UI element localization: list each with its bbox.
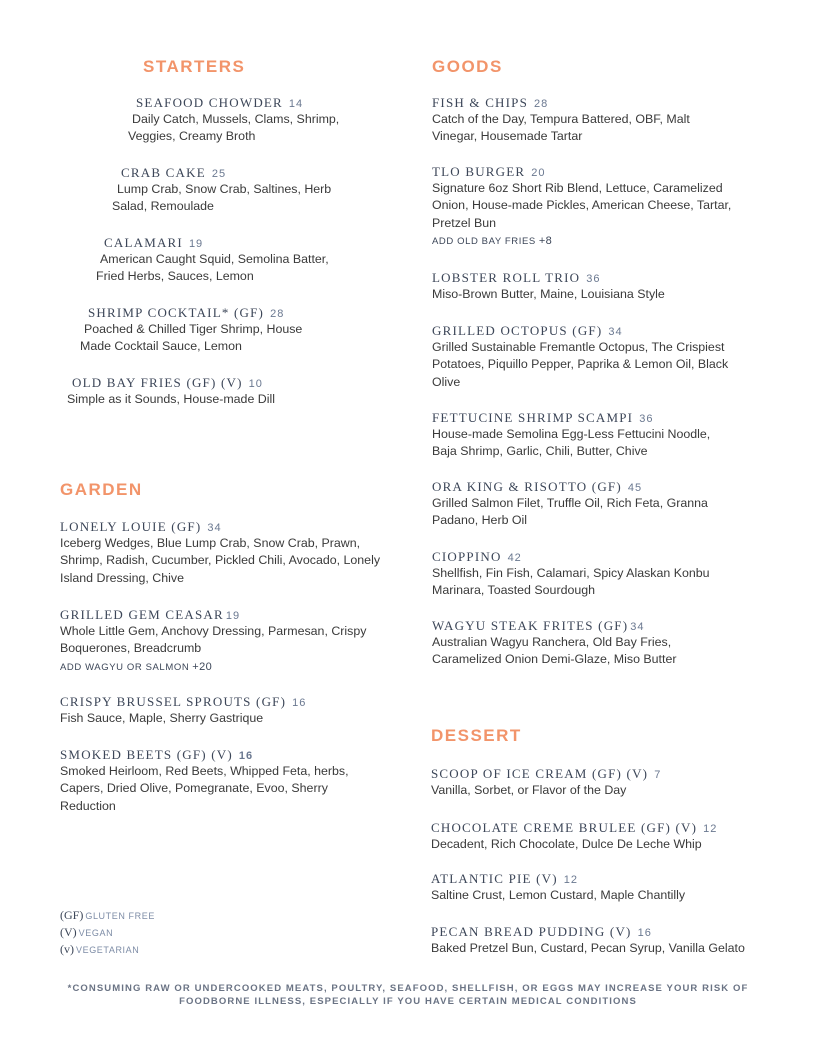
desc-line: Capers, Dried Olive, Pomegranate, Evoo, Sherry [60,781,328,796]
desc-line: Caramelized Onion Demi-Glaze, Miso Butter [432,652,677,667]
menu-item-crispy-brussel-sprouts [60,693,306,727]
item-description [60,763,349,815]
item-name: CRAB CAKE [121,165,206,180]
item-price: 42 [507,552,522,564]
item-price: 20 [531,167,546,179]
desc-line: Salad, Remoulade [112,199,214,214]
desc-line: Simple as it Sounds, House-made Dill [67,392,275,406]
menu-item-lonely-louie [60,518,380,587]
item-name: SEAFOOD CHOWDER [136,95,283,110]
desc-line: Baja Shrimp, Garlic, Chili, Butter, Chive [432,444,648,459]
legend-abbr: (v) [60,942,74,956]
item-description [431,887,685,904]
desc-line: Whole Little Gem, Anchovy Dressing, Parmesan, Crispy [60,624,367,638]
desc-line: Boquerones, Breadcrumb [60,641,202,656]
menu-item-calamari [96,234,329,286]
menu-item-ora-king-risotto [432,478,708,530]
item-name: SCOOP OF ICE CREAM (GF) (V) [431,766,649,781]
item-price: 25 [211,168,227,180]
goods-heading: GOODS [432,57,503,76]
item-price: 19 [188,238,204,250]
desc-line: Iceberg Wedges, Blue Lump Crab, Snow Crab, Prawn, [60,536,361,550]
item-description [432,286,665,303]
item-price: 34 [207,522,222,534]
item-description [432,180,731,232]
item-name: FETTUCINE SHRIMP SCAMPI [432,410,634,425]
desc-line: Saltine Crust, Lemon Custard, Maple Chantilly [431,888,686,902]
item-name: CIOPPINO [432,549,502,564]
item-price: 14 [288,98,304,110]
item-price: 45 [627,482,643,494]
dessert-heading: DESSERT [431,726,522,745]
addon-label: ADD WAGYU OR SALMON [60,661,190,673]
addon [60,659,366,676]
item-price: 10 [248,378,263,390]
desc-line: Vinegar, Housemade Tartar [432,129,583,144]
legend-row-gluten-free [60,906,155,923]
desc-line: Poached & Chilled Tiger Shrimp, House [84,322,303,336]
item-name: LOBSTER ROLL TRIO [432,270,581,285]
desc-line: Australian Wagyu Ranchera, Old Bay Fries, [432,635,672,649]
desc-line: Signature 6oz Short Rib Blend, Lettuce, Caramelized [432,181,723,195]
item-price: 7 [654,769,662,781]
item-description [431,782,661,799]
desc-line: Grilled Sustainable Fremantle Octopus, The Crispiest [432,340,725,354]
desc-line: Decadent, Rich Chocolate, Dulce De Leche Whip [431,837,702,851]
item-name: CRISPY BRUSSEL SPROUTS (GF) [60,694,287,709]
starters-heading: STARTERS [143,57,246,76]
item-description [431,940,745,957]
item-description [431,836,717,853]
item-price: 12 [703,823,718,835]
legend-row-vegan [60,923,155,940]
item-description [67,391,275,408]
garden-heading: GARDEN [60,480,143,499]
desc-line: Lump Crab, Snow Crab, Saltines, Herb [117,182,332,196]
item-price: 19 [225,610,241,622]
item-description [432,565,710,600]
desc-line: Reduction [60,798,116,813]
item-name: SMOKED BEETS (GF) (V) [60,747,233,762]
item-name: PECAN BREAD PUDDING (V) [431,924,632,939]
menu-item-old-bay-fries [67,374,275,408]
legend-text: VEGETARIAN [76,945,140,955]
item-description [60,623,366,658]
menu-item-atlantic-pie [431,870,685,904]
desc-line: House-made Semolina Egg-Less Fettucini Noodle, [432,427,711,441]
item-name: ATLANTIC PIE (V) [431,871,558,886]
disclaimer-line: FOODBORNE ILLNESS, ESPECIALLY IF YOU HAVE CERTAIN MEDICAL CONDITIONS [179,996,637,1007]
legend-row-vegetarian [60,940,155,957]
item-description [432,111,690,146]
desc-line: Vanilla, Sorbet, or Flavor of the Day [431,783,627,797]
item-name: LONELY LOUIE (GF) [60,519,202,534]
item-name: GRILLED GEM CEASAR [60,607,224,622]
menu-item-fettucine-shrimp-scampi [432,409,710,461]
desc-line: Fried Herbs, Sauces, Lemon [96,269,254,284]
item-price: 12 [563,874,579,886]
item-description [60,535,380,587]
desc-line: Smoked Heirloom, Red Beets, Whipped Feta, herbs, [60,764,349,778]
legend-abbr: (V) [60,925,77,939]
disclaimer-line: *CONSUMING RAW OR UNDERCOOKED MEATS, POULTRY, SEAFOOD, SHELLFISH, OR EGGS MAY INCREASE YOUR RISK OF [67,983,749,994]
desc-line: Made Cocktail Sauce, Lemon [80,339,242,354]
addon-price: +8 [538,235,553,248]
item-price: 16 [238,750,254,762]
desc-line: Veggies, Creamy Broth [128,129,256,144]
menu-item-grilled-gem-ceasar [60,606,366,676]
item-description [432,339,728,391]
desc-line: Baked Pretzel Bun, Custard, Pecan Syrup, Vanilla Gelato [431,941,745,955]
desc-line: Fish Sauce, Maple, Sherry Gastrique [60,711,264,725]
desc-line: Olive [432,374,461,389]
item-price: 16 [292,697,307,709]
menu-item-pecan-bread-pudding [431,923,745,957]
item-price: 28 [270,308,285,320]
item-price: 16 [637,927,652,939]
menu-item-crab-cake [112,164,332,216]
desc-line: Shellfish, Fin Fish, Calamari, Spicy Alaskan Konbu [432,566,710,580]
legend-abbr: (GF) [60,908,84,922]
dietary-legend [60,906,155,957]
menu-item-shrimp-cocktail [80,304,303,356]
item-price: 28 [534,98,549,110]
desc-line: Daily Catch, Mussels, Clams, Shrimp, [132,112,340,126]
item-price: 34 [630,621,645,633]
menu-item-fish-and-chips [432,94,690,146]
desc-line: Island Dressing, Chive [60,570,184,585]
desc-line: Miso-Brown Butter, Maine, Louisiana Style [432,287,665,301]
addon [432,233,731,250]
legend-text: VEGAN [78,928,114,938]
menu-item-cioppino [432,548,710,600]
food-safety-disclaimer [40,982,776,1008]
item-name: WAGYU STEAK FRITES (GF) [432,618,629,633]
item-name: GRILLED OCTOPUS (GF) [432,323,603,338]
desc-line: Potatoes, Piquillo Pepper, Paprika & Lemon Oil, Black [432,357,729,372]
legend-text: GLUTEN FREE [85,911,155,921]
item-description [80,321,303,356]
item-name: FISH & CHIPS [432,95,529,110]
item-name: TLO BURGER [432,164,526,179]
item-description [432,634,676,669]
menu-item-grilled-octopus [432,322,728,391]
item-description [112,181,332,216]
desc-line: Padano, Herb Oil [432,513,528,528]
item-name: ORA KING & RISOTTO (GF) [432,479,622,494]
item-description [96,251,329,286]
menu-item-tlo-burger [432,163,731,250]
addon-price: +20 [192,660,213,673]
menu-item-wagyu-steak-frites [432,617,676,669]
desc-line: Shrimp, Radish, Cucumber, Pickled Chili, Avocado, Lonely [60,553,381,568]
item-description [60,710,306,727]
desc-line: Grilled Salmon Filet, Truffle Oil, Rich Feta, Granna [432,496,708,510]
item-description [432,426,710,461]
item-name: OLD BAY FRIES (GF) (V) [72,375,243,390]
desc-line: Marinara, Toasted Sourdough [432,583,596,598]
addon-label: ADD OLD BAY FRIES [432,236,536,248]
item-name: CHOCOLATE CREME BRULEE (GF) (V) [431,820,698,835]
item-description [432,495,708,530]
desc-line: Onion, House-made Pickles, American Cheese, Tartar, [432,198,732,213]
menu-item-seafood-chowder [128,94,340,146]
item-name: SHRIMP COCKTAIL* (GF) [88,305,265,320]
desc-line: Catch of the Day, Tempura Battered, OBF, Malt [432,112,690,126]
item-description [128,111,340,146]
item-price: 36 [586,273,601,285]
desc-line: Pretzel Bun [432,215,497,230]
item-price: 34 [608,326,623,338]
menu-item-scoop-of-ice-cream [431,765,661,799]
item-price: 36 [639,413,654,425]
menu-item-chocolate-creme-brulee [431,819,717,853]
item-name: CALAMARI [104,235,183,250]
menu-item-lobster-roll-trio [432,269,665,303]
desc-line: American Caught Squid, Semolina Batter, [100,252,329,266]
menu-item-smoked-beets [60,746,349,815]
